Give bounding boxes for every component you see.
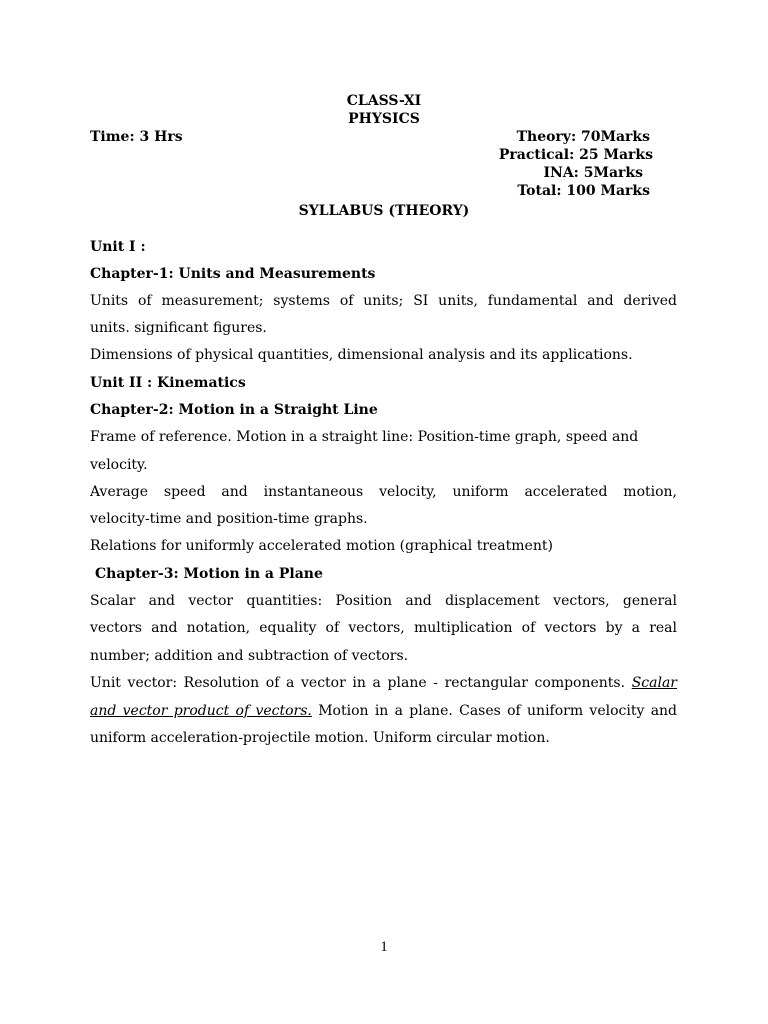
chapter-2-text-line: velocity-time and position-time graphs. — [90, 511, 368, 527]
time-label: Time: 3 Hrs — [90, 129, 183, 145]
unit-2-heading: Unit II : Kinematics — [90, 375, 246, 391]
theory-marks: Theory: 70Marks — [516, 129, 650, 145]
total-marks: Total: 100 Marks — [517, 183, 650, 199]
unit-1-heading: Unit I : — [90, 239, 146, 255]
chapter-2-title: Chapter-2: Motion in a Straight Line — [90, 402, 378, 418]
chapter-1-text-line: units. significant figures. — [90, 320, 267, 336]
syllabus-heading: SYLLABUS (THEORY) — [298, 203, 470, 219]
chapter-1-title: Chapter-1: Units and Measurements — [90, 266, 376, 282]
ina-marks: INA: 5Marks — [543, 165, 643, 181]
chapter-3-text-line: number; addition and subtraction of vectors. — [90, 648, 409, 664]
page-number: 1 — [380, 939, 388, 955]
chapter-3-text-segment: Unit vector: Resolution of a vector in a plane - rectangular components. — [90, 675, 626, 691]
chapter-3-text-line: Scalar and vector quantities: Position and displacement vectors, general — [90, 593, 677, 609]
subject-heading: PHYSICS — [348, 111, 420, 127]
chapter-3-text-line — [90, 702, 677, 720]
scalar-vector-product-link: Scalar — [631, 675, 677, 691]
chapter-3-text-line: uniform acceleration-projectile motion. Uniform circular motion. — [90, 730, 550, 746]
chapter-1-text-line: Units of measurement; systems of units; SI units, fundamental and derived — [90, 293, 677, 309]
chapter-2-text-line: Frame of reference. Motion in a straight line: Position-time graph, speed and — [90, 429, 639, 445]
chapter-1-text-line: Dimensions of physical quantities, dimensional analysis and its applications. — [90, 347, 633, 363]
chapter-2-text-line: velocity. — [90, 457, 148, 473]
chapter-2-text-line: Average speed and instantaneous velocity, uniform accelerated motion, — [90, 484, 677, 500]
chapter-3-text-line: vectors and notation, equality of vectors, multiplication of vectors by a real — [90, 620, 677, 636]
class-heading: CLASS-XI — [346, 93, 422, 109]
practical-marks: Practical: 25 Marks — [498, 147, 653, 163]
chapter-3-text-line — [90, 674, 677, 692]
chapter-3-title: Chapter-3: Motion in a Plane — [95, 566, 323, 582]
chapter-3-text-segment: Motion in a plane. Cases of uniform velocity and — [318, 703, 678, 719]
scalar-vector-product-link: and vector product of vectors. — [90, 703, 312, 719]
chapter-2-text-line: Relations for uniformly accelerated motion (graphical treatment) — [90, 538, 553, 554]
